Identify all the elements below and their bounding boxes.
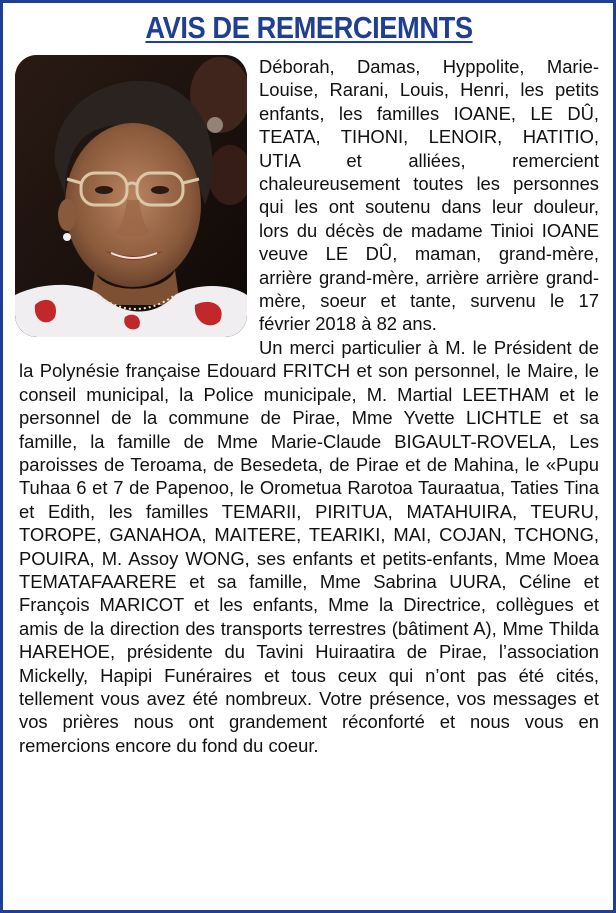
notice-paragraph-thanks: Un merci particulier à M. le Président de la Polynésie française Edouard FRITCH et son personnel, le Maire, le conseil municipal, la Police municipale, M. Martial LEETHAM et le personnel de la commune de Pirae, Mme Yvette LICHTLE et sa famille, la famille de Mme Marie-Claude BIGAULT-ROVELA, Les paroisses de Teroama, de Besedeta, de Pirae et de Mahina, le «Pupu Tuhaa 6 et 7 de Papenoo, le Orometua Rarotoa Tauraatua, Taties Tina et Edith, les familles TEMARII, PIRITUA, MATAHUIRA, TEURU, TOROPE, GANAHOA, MAITERE, TEARIKI, MAI, COJAN, TCHONG, POUIRA, M. Assoy WONG, ses enfants et petits-enfants, Mme Moea TEMATAFAARERE et sa famille, Mme Sabrina UURA, Céline et François MARICOT et les enfants, Mme la Directrice, collègues et amis de la direction des transports terrestres (bâtiment A), Mme Thilda HAREHOE, présidente du Tavini Huiraatira de Pirae, l’association Mickelly, Hapipi Funéraires et tous ceux qui n’ont pas été cités, tellement vous avez été nombreux. Votre présence, vos messages et vos prières nous ont grandement réconforté et nous vous en remercions encore du fond du coeur. [19, 336, 599, 756]
portrait-illustration [15, 55, 247, 337]
notice-title: AVIS DE REMERCIEMNTS [145, 10, 473, 45]
notice-paragraph-family: Déborah, Damas, Hyppolite, Marie-Louise, Rarani, Louis, Henri, les petits enfants, les familles IOANE, LE DÛ, TEATA, TIHONI, LENOIR, HATITIO, UTIA et alliées, remercient chaleureusement toutes les personnes qui les ont soutenu dans leur douleur, lors du décès de madame Tinioi IOANE veuve LE DÛ, maman, grand-mère, arrière grand-mère, arrière arrière grand-mère, soeur et tante, survenu le 17 février 2018 à 82 ans. [259, 56, 599, 335]
portrait-photo [15, 55, 247, 337]
